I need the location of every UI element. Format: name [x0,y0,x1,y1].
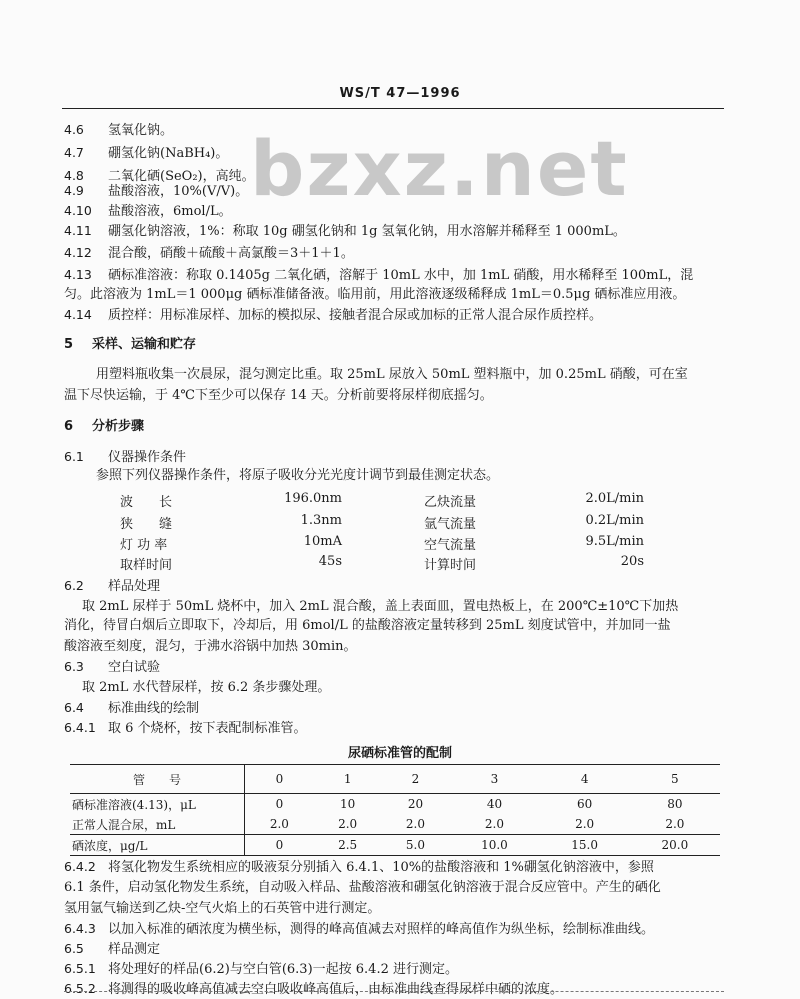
section-6-4-3: 6.4.3 以加入标准的硒浓度为横坐标，测得的峰高值减去对照样的峰高值作为纵坐标，绘制标准曲线。 [64,921,655,937]
condition-label: 计算时间 [424,558,477,573]
table-cell: 2.0 [338,817,358,831]
table-cell: 40 [486,797,503,811]
table-cell: 2.0 [665,817,685,831]
table-cell: 2.0 [269,817,289,831]
section-6-4-2-line1: 6.4.2 将氢化物发生系统相应的吸液泵分别插入 6.4.1、10%的盐酸溶液和 1%硼氢化钠溶液中，参照 [64,859,654,875]
section-6-2-heading: 6.2 样品处理 [64,578,161,594]
row-label: 硒标准溶液(4.13)，μL [70,794,245,815]
table-cell: 2.0 [405,817,425,831]
tube-number: 3 [449,765,539,794]
table-caption: 尿硒标准管的配制 [347,746,452,761]
condition-value: 0.2L/min [585,513,644,528]
table-cell: 15.0 [540,835,630,856]
section-6-1-text: 参照下列仪器操作条件，将原子吸收分光光度计调节到最佳测定状态。 [96,468,500,483]
row-label: 硒浓度，μg/L [70,835,245,856]
section-5-heading: 5 采样、运输和贮存 [64,337,197,352]
section-6-3-text: 取 2mL 水代替尿样，按 6.2 条步骤处理。 [82,680,331,695]
item-4-8: 4.8 二氧化硒(SeO₂)，高纯。 [64,168,255,184]
condition-label: 灯 功 率 [120,538,168,553]
table-cell: 2.5 [314,835,382,856]
tube-number: 5 [630,765,720,794]
table-cell: 2.0 [575,817,595,831]
condition-label: 取样时间 [120,558,173,573]
table-cell: 2.0 [484,817,504,831]
condition-label: 空气流量 [424,538,477,553]
page-header: WS/T 47—1996 [339,86,461,101]
table-row [70,794,720,815]
condition-label: 波 长 [120,495,173,510]
section-6-2-line3: 酸溶液至刻度，混匀，于沸水浴锅中加热 30min。 [64,639,357,654]
item-4-13-continuation: 匀。此溶液为 1mL＝1 000μg 硒标准储备液。临用前，用此溶液逐级稀释成 1mL＝0.5μg 硒标准应用液。 [64,287,686,302]
table-cell: 80 [667,797,683,811]
section-6-2-line1: 取 2mL 尿样于 50mL 烧杯中，加入 2mL 混合酸，盖上表面皿，置电热板上，在 200℃±10℃下加热 [82,599,679,614]
section-6-4-2-line3: 氢用氩气输送到乙炔-空气火焰上的石英管中进行测定。 [64,901,381,916]
item-4-10: 4.10 盐酸溶液，6mol/L。 [64,203,232,219]
item-4-6: 4.6 氢氧化钠。 [64,122,174,138]
condition-label: 氩气流量 [424,517,477,532]
section-6-4-heading: 6.4 标准曲线的绘制 [64,700,200,716]
item-4-14: 4.14 质控样：用标准尿样、加标的模拟尿、接触者混合尿或加标的正常人混合尿作质控样。 [64,307,603,323]
condition-value: 196.0nm [284,491,342,506]
tube-number: 1 [314,765,382,794]
table-cell: 5.0 [382,835,450,856]
table-cell: 10.0 [449,835,539,856]
condition-value: 1.3nm [300,513,342,528]
table-cell: 0 [245,835,314,856]
section-5-paragraph-line1: 用塑料瓶收集一次晨尿，混匀测定比重。取 25mL 尿放入 50mL 塑料瓶中，加 0.25mL 硝酸，可在室 [96,367,688,382]
item-4-7: 4.7 硼氢化钠(NaBH₄)。 [64,145,229,161]
table-header-row [70,765,720,794]
item-4-11: 4.11 硼氢化钠溶液，1%：称取 10g 硼氢化钠和 1g 氢氧化钠，用水溶解并稀释至 1 000mL。 [64,223,626,239]
header-rule [62,108,724,109]
section-6-5-heading: 6.5 样品测定 [64,941,161,957]
table-cell: 20 [407,797,424,811]
section-6-4-2-line2: 6.1 条件，启动氢化物发生系统，自动吸入样品、盐酸溶液和硼氢化钠溶液于混合反应管中。产生的硒化 [64,880,661,895]
tube-number: 0 [245,765,314,794]
table-cell: 60 [577,797,593,811]
page-edge [64,991,724,992]
table-header-label: 管 号 [70,765,245,794]
condition-value: 9.5L/min [585,534,644,549]
condition-label: 乙炔流量 [424,495,477,510]
standard-tube-table [70,764,720,856]
section-6-4-1: 6.4.1 取 6 个烧杯，按下表配制标准管。 [64,720,307,736]
table-cell: 0 [275,797,284,811]
condition-value: 20s [620,554,644,569]
tube-number: 4 [540,765,630,794]
item-4-9: 4.9 盐酸溶液，10%(V/V)。 [64,183,249,199]
section-6-2-line2: 消化，待冒白烟后立即取下，冷却后，用 6mol/L 的盐酸溶液定量转移到 25mL 刻度试管中，并加同一盐 [64,618,671,633]
watermark: bzxz.net [250,124,629,213]
item-4-13: 4.13 硒标准溶液：称取 0.1405g 二氧化硒，溶解于 10mL 水中，加 1mL 硝酸，用水稀释至 100mL，混 [64,267,694,283]
section-6-5-1: 6.5.1 将处理好的样品(6.2)与空白管(6.3)一起按 6.4.2 进行测定。 [64,961,458,977]
section-5-paragraph-line2: 温下尽快运输，于 4℃下至少可以保存 14 天。分析前要将尿样彻底摇匀。 [64,388,493,403]
section-6-1-heading: 6.1 仪器操作条件 [64,449,187,465]
section-6-heading: 6 分析步骤 [64,419,145,434]
tube-number: 2 [382,765,450,794]
row-label: 正常人混合尿，mL [70,814,245,835]
condition-value: 10mA [303,534,342,549]
item-4-12: 4.12 混合酸，硝酸＋硫酸＋高氯酸＝3＋1＋1。 [64,245,354,261]
table-row [70,814,720,835]
table-cell: 10 [340,797,356,811]
table-cell: 20.0 [630,835,720,856]
condition-value: 45s [318,554,342,569]
section-6-3-heading: 6.3 空白试验 [64,659,161,675]
section-6-5-2: 6.5.2 将测得的吸收峰高值减去空白吸收峰高值后，由标准曲线查得尿样中硒的浓度。 [64,981,564,997]
condition-label: 狭 缝 [120,517,173,532]
table-row [70,835,720,856]
condition-value: 2.0L/min [585,491,644,506]
